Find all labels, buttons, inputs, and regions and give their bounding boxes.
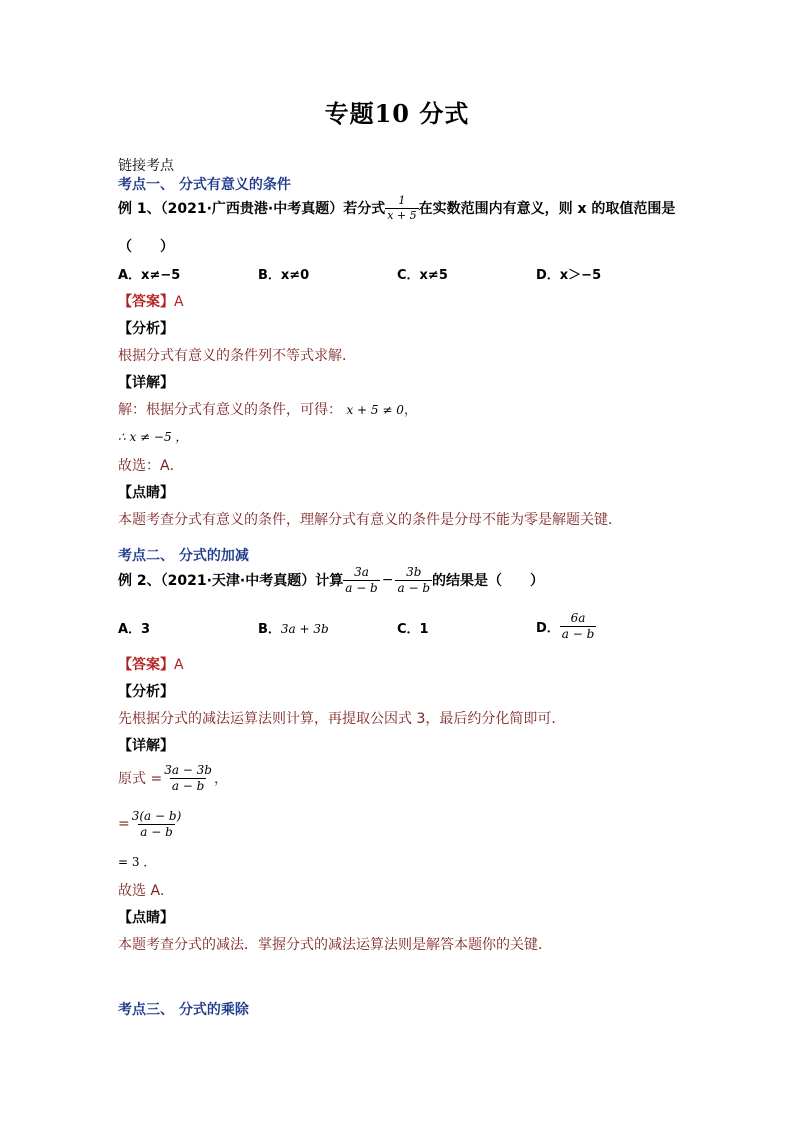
kp2-question-minus: − — [381, 572, 394, 588]
kp2-answer — [118, 654, 184, 674]
kp1-option-d: D．x＞−5 — [536, 268, 602, 283]
kp1-question — [118, 193, 675, 223]
kp1-detail-label: 【详解】 — [118, 375, 174, 391]
kp1-option-b: B．x≠0 — [258, 268, 310, 283]
kp2-option-b-label: B． — [258, 622, 281, 637]
kp1-answer-label: 【答案】 — [118, 294, 174, 310]
kp3-heading: 考点三、 分式的乘除 — [118, 1002, 249, 1018]
kp1-question-prefix: 例 1、（2021·广西贵港·中考真题）若分式 — [118, 201, 386, 217]
kp2-detail-line1 — [118, 760, 228, 796]
kp1-analysis-text: 根据分式有意义的条件列不等式求解． — [118, 348, 356, 364]
kp2-detail-line1-numerator: 3a − 3b — [164, 762, 212, 777]
kp2-detail-line1-prefix: 原式 = — [118, 771, 163, 787]
kp2-detail-line1-denominator: a − b — [171, 778, 205, 793]
kp1-detail-line1-math: x + 5 ≠ 0 — [346, 403, 404, 417]
kp2-question-fraction-1 — [343, 565, 380, 596]
kp1-answer-value: A — [174, 294, 184, 310]
kp2-answer-value: A — [174, 657, 184, 673]
kp1-answer — [118, 291, 184, 311]
kp2-frac2-numerator: 3b — [406, 564, 422, 579]
kp1-comment-label: 【点睛】 — [118, 485, 174, 501]
kp1-detail-line1 — [118, 399, 418, 419]
kp2-question-prefix: 例 2、（2021·天津·中考真题）计算 — [118, 573, 344, 589]
kp1-frac-denominator: x + 5 — [387, 208, 417, 222]
kp2-comment-label: 【点睛】 — [118, 910, 174, 926]
kp2-option-d-label: D． — [536, 620, 560, 636]
kp2-question-suffix: 的结果是（ ） — [432, 573, 545, 589]
kp2-option-d-denominator: a − b — [561, 626, 595, 641]
kp2-detail-line1-fraction — [162, 763, 214, 794]
intro-label: 链接考点 — [118, 158, 174, 174]
kp1-detail-line2: ∴ x ≠ −5 ， — [118, 430, 188, 444]
kp1-option-a: A．x≠−5 — [118, 268, 181, 283]
kp1-detail-line1-text: 解：根据分式有意义的条件，可得： — [118, 402, 342, 418]
kp2-frac1-numerator: 3a — [354, 564, 369, 579]
kp2-answer-label: 【答案】 — [118, 657, 174, 673]
kp1-frac-numerator: 1 — [398, 193, 406, 207]
kp2-option-c: C．1 — [397, 622, 429, 637]
kp2-heading: 考点二、 分式的加减 — [118, 548, 249, 564]
kp2-detail-line2-prefix: = — [118, 816, 130, 832]
kp2-detail-line1-end: ， — [213, 771, 228, 787]
kp2-question-fraction-2 — [395, 565, 432, 596]
kp2-option-d-numerator: 6a — [570, 610, 586, 625]
kp2-detail-line2-denominator: a − b — [140, 824, 173, 839]
kp2-analysis-text: 先根据分式的减法运算法则计算，再提取公因式 3，最后约分化简即可． — [118, 711, 566, 727]
kp1-option-c: C．x≠5 — [397, 268, 448, 283]
page-title: 专题10 分式 — [324, 99, 470, 128]
kp2-detail-label: 【详解】 — [118, 738, 174, 754]
kp2-question — [118, 563, 544, 597]
kp1-detail-line3: 故选：A． — [118, 458, 184, 474]
kp1-question-fraction — [385, 194, 418, 223]
kp1-detail-line1-end: ， — [403, 402, 418, 418]
kp2-option-a: A．3 — [118, 622, 151, 637]
kp1-comment-text: 本题考查分式有意义的条件，理解分式有意义的条件是分母不能为零是解题关键． — [118, 512, 622, 528]
kp2-frac1-denominator: a − b — [345, 580, 378, 595]
kp2-option-b-math: 3a + 3b — [280, 622, 329, 636]
kp2-detail-line2-fraction — [130, 809, 184, 840]
kp1-question-suffix: 在实数范围内有意义，则 x 的取值范围是 — [418, 201, 676, 217]
kp2-frac2-denominator: a − b — [397, 580, 431, 595]
kp2-detail-line2 — [118, 806, 183, 842]
kp2-detail-line2-numerator: 3(a − b) — [131, 808, 182, 823]
kp1-analysis-label: 【分析】 — [118, 321, 174, 337]
kp2-analysis-label: 【分析】 — [118, 684, 174, 700]
kp2-detail-line3: = 3 ． — [118, 855, 156, 869]
kp1-question-paren: （ ） — [118, 239, 174, 255]
kp2-option-d — [536, 609, 596, 643]
kp2-detail-line4: 故选 A． — [118, 883, 175, 899]
kp1-heading: 考点一、 分式有意义的条件 — [118, 177, 291, 193]
kp2-option-d-fraction — [560, 611, 597, 642]
kp2-comment-text: 本题考查分式的减法．掌握分式的减法运算法则是解答本题你的关键． — [118, 937, 552, 953]
kp2-option-b — [258, 618, 329, 637]
